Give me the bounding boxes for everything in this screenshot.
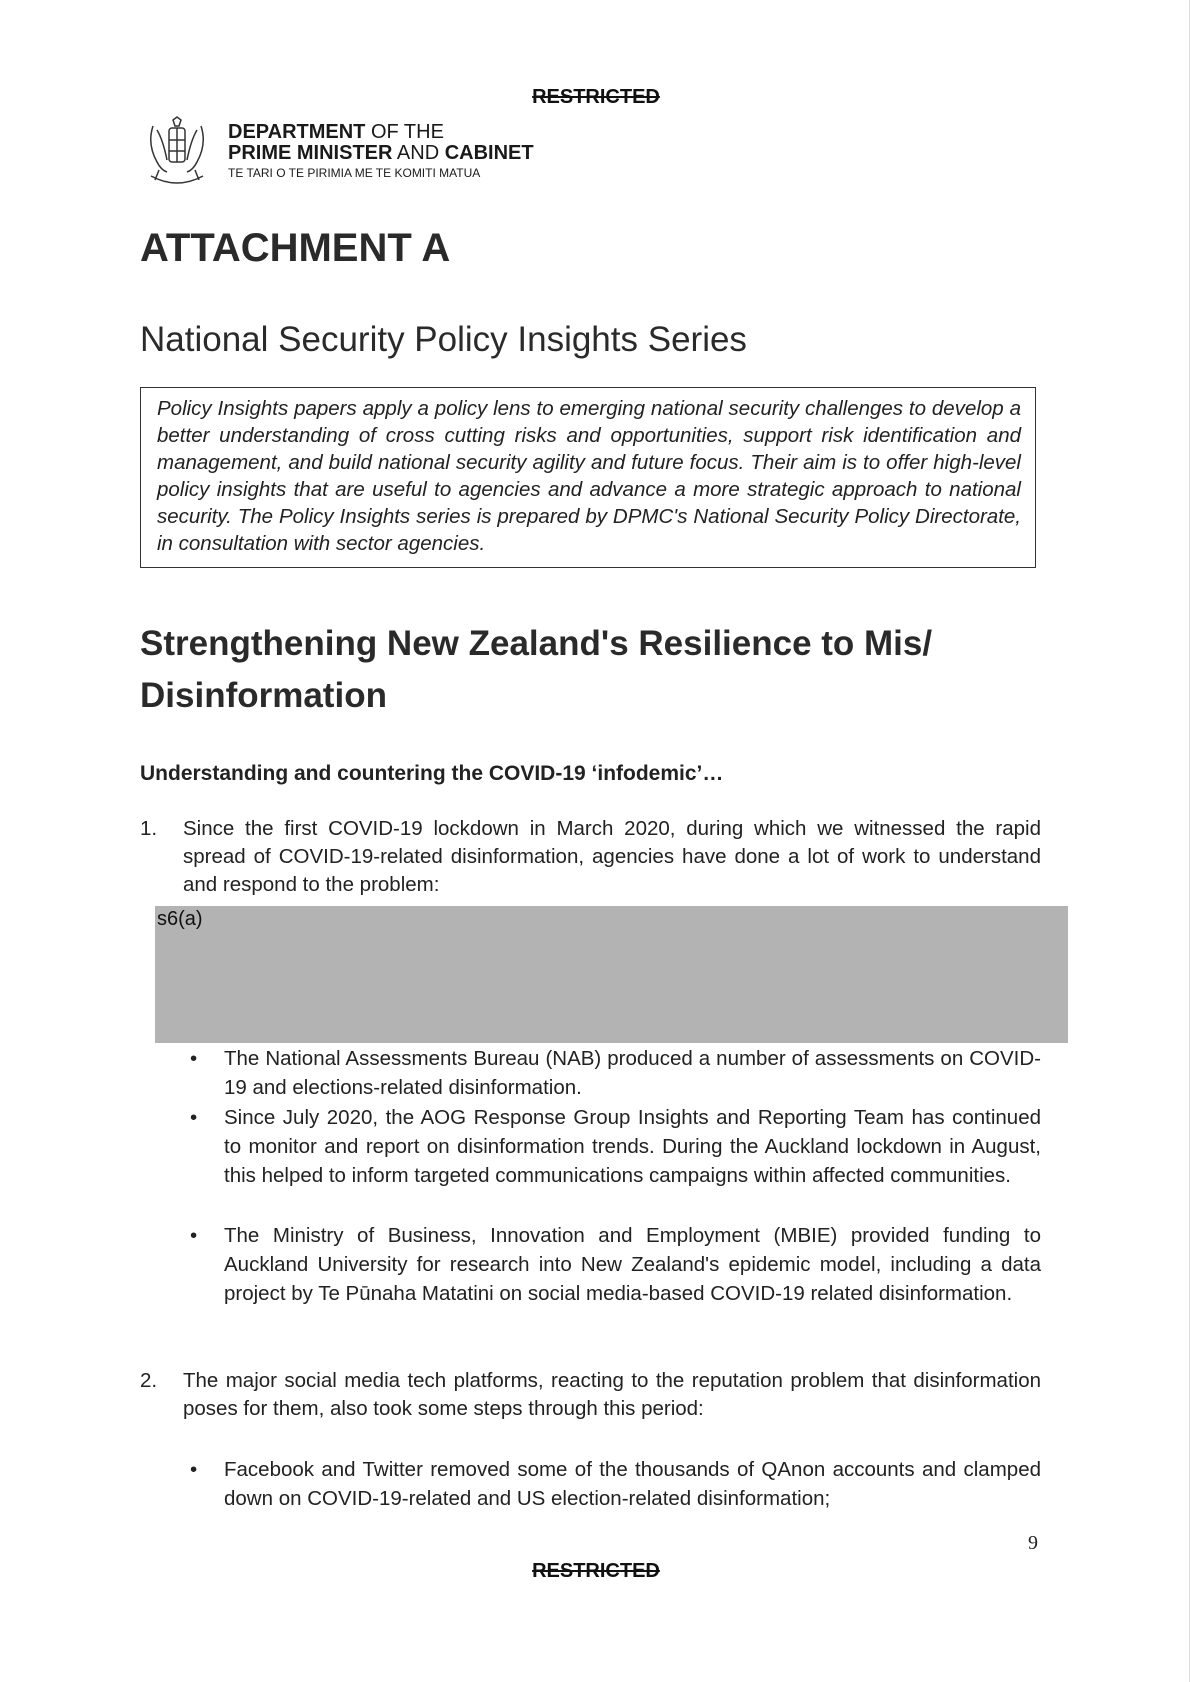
subheading: Understanding and countering the COVID-19 ‘infodemic’…	[140, 762, 724, 785]
list-item: • The National Assessments Bureau (NAB) produced a number of assessments on COVID-19 and elections-related disinformation.	[190, 1047, 1041, 1099]
coat-of-arms-logo	[145, 116, 209, 188]
list-item: • Since July 2020, the AOG Response Group Insights and Reporting Team has continued to monitor and report on disinformation trends. During the Auckland lockdown in August, this helped to inform targeted communications campaigns within affected communities.	[190, 1106, 1041, 1187]
paragraph-1: 1. Since the first COVID-19 lockdown in March 2020, during which we witnessed the rapid spread of COVID-19-related disinformation, agencies have done a lot of work to understand and respond to the problem:	[140, 817, 1041, 896]
page-edge	[1189, 0, 1190, 1682]
section-heading: Strengthening New Zealand's Resilience to Mis/ Disinformation	[140, 624, 933, 715]
page-number: 9	[1028, 1532, 1038, 1554]
list-item: • The Ministry of Business, Innovation and Employment (MBIE) provided funding to Auckland University for research into New Zealand's epidemic model, including a data project by Te Pūnaha Matatini on social media-based COVID-19 related disinformation.	[190, 1224, 1041, 1305]
series-title: National Security Policy Insights Series	[140, 320, 747, 359]
intro-box: Policy Insights papers apply a policy lens to emerging national security challenges to develop a better understanding of cross cutting risks and opportunities, support risk identification and management, and build national security agility and future focus. Their aim is to offer high-level policy insights that are useful to agencies and advance a more strategic approach to national security. The Policy Insights series is prepared by DPMC's National Security Policy Directorate, in consultation with sector agencies.	[140, 387, 1036, 568]
redaction-label: s6(a)	[157, 908, 203, 930]
classification-header: RESTRICTED	[532, 86, 660, 108]
paragraph-2: 2. The major social media tech platforms, reacting to the reputation problem that disinformation poses for them, also took some steps through this period:	[140, 1369, 1041, 1420]
classification-footer: RESTRICTED	[532, 1560, 660, 1582]
department-name: DEPARTMENT OF THE PRIME MINISTER AND CABINET TE TARI O TE PIRIMIA ME TE KOMITI MATUA	[228, 121, 534, 180]
page-title: ATTACHMENT A	[140, 226, 451, 270]
list-item: • Facebook and Twitter removed some of the thousands of QAnon accounts and clamped down on COVID-19-related and US election-related disinformation;	[190, 1458, 1041, 1510]
department-maori-name: TE TARI O TE PIRIMIA ME TE KOMITI MATUA	[228, 166, 481, 180]
redaction-block	[155, 906, 1068, 1043]
